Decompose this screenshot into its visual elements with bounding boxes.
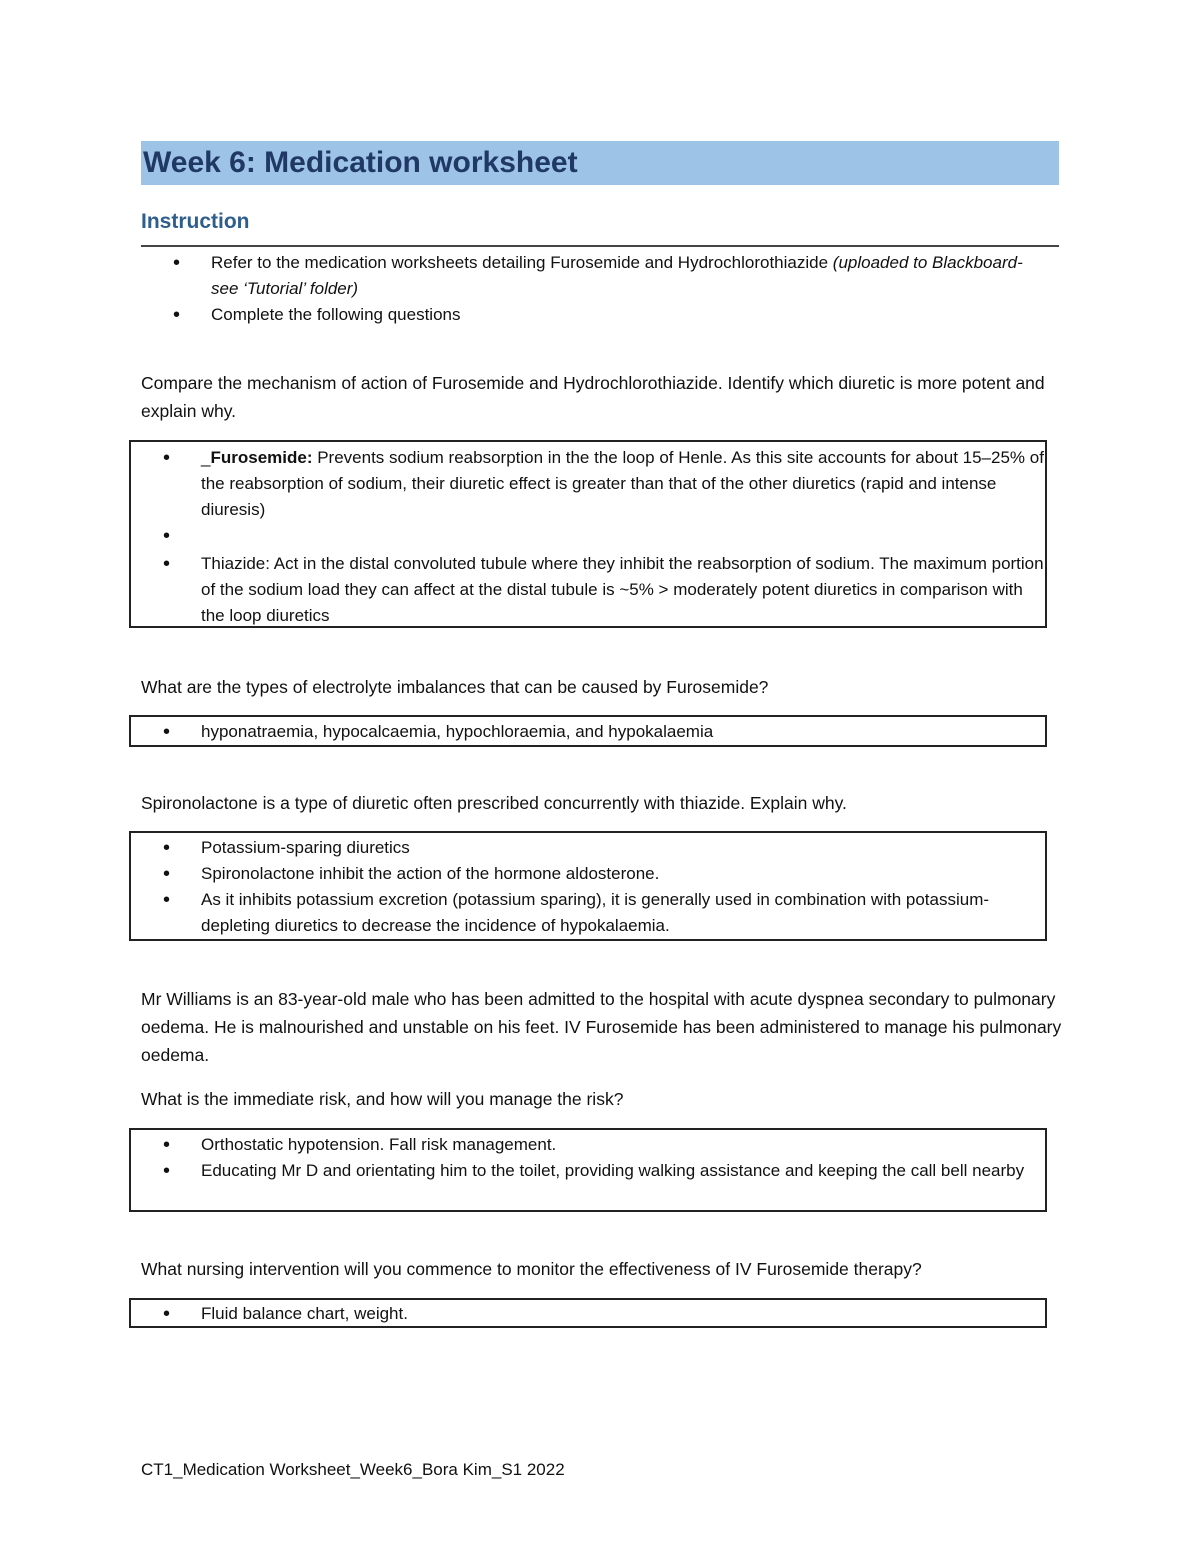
page-footer: CT1_Medication Worksheet_Week6_Bora Kim_S1 2022 bbox=[141, 1460, 565, 1479]
instruction-italic-note: (uploaded to Blackboard- see ‘Tutorial’ folder) bbox=[211, 253, 1023, 298]
instruction-text: Refer to the medication worksheets detailing Furosemide and Hydrochlorothiazide bbox=[211, 253, 833, 272]
answer-list-5 bbox=[131, 1300, 1045, 1327]
answer-box-1 bbox=[129, 440, 1047, 628]
answer-prefix: _ bbox=[201, 448, 211, 467]
page-title: Week 6: Medication worksheet bbox=[143, 146, 578, 179]
question-4: What is the immediate risk, and how will you manage the risk? bbox=[141, 1089, 624, 1109]
answer-item bbox=[131, 1158, 1045, 1184]
answer-box-2 bbox=[129, 715, 1047, 747]
scenario-text: Mr Williams is an 83-year-old male who has been admitted to the hospital with acute dyspnea secondary to pulmonary oedema. He is malnourished and unstable on his feet. IV Furosemide has been administered to manage his pulmonary oedema. bbox=[141, 989, 1062, 1065]
answer-text: hyponatraemia, hypocalcaemia, hypochloraemia, and hypokalaemia bbox=[201, 722, 714, 741]
answer-item bbox=[131, 1301, 1045, 1327]
instruction-list bbox=[141, 250, 1041, 328]
spacer bbox=[131, 523, 1045, 551]
answer-text: As it inhibits potassium excretion (potassium sparing), it is generally used in combination with potassium-depleting diuretics to decrease the incidence of hypokalaemia. bbox=[201, 890, 990, 935]
answer-bold-label: Furosemide: bbox=[210, 448, 313, 467]
answer-item bbox=[131, 887, 1045, 939]
answer-text: Spironolactone inhibit the action of the hormone aldosterone. bbox=[201, 864, 660, 883]
heading-rule bbox=[141, 245, 1059, 247]
answer-item bbox=[131, 551, 1045, 629]
answer-text: Fluid balance chart, weight. bbox=[201, 1304, 408, 1323]
answer-item bbox=[131, 861, 1045, 887]
answer-box-4 bbox=[129, 1128, 1047, 1212]
answer-text: Orthostatic hypotension. Fall risk management. bbox=[201, 1135, 557, 1154]
question-3: Spironolactone is a type of diuretic often prescribed concurrently with thiazide. Explain why. bbox=[141, 793, 847, 813]
answer-text: Potassium-sparing diuretics bbox=[201, 838, 410, 857]
question-1: Compare the mechanism of action of Furosemide and Hydrochlorothiazide. Identify which diuretic is more potent and explain why. bbox=[141, 373, 1045, 421]
instruction-item bbox=[141, 302, 1041, 328]
answer-list-3 bbox=[131, 833, 1045, 939]
answer-list-2 bbox=[131, 717, 1045, 745]
answer-text: Educating Mr D and orientating him to the toilet, providing walking assistance and keeping the call bell nearby bbox=[201, 1161, 1025, 1180]
answer-text: Prevents sodium reabsorption in the the loop of Henle. As this site accounts for about 15–25% of the reabsorption of sodium, their diuretic effect is greater than that of the other diuretics (rapid and intense diuresis) bbox=[201, 448, 1044, 519]
question-5: What nursing intervention will you commence to monitor the effectiveness of IV Furosemide therapy? bbox=[141, 1259, 922, 1279]
instruction-text: Complete the following questions bbox=[211, 305, 461, 324]
answer-text: Thiazide: Act in the distal convoluted tubule where they inhibit the reabsorption of sodium. The maximum portion of the sodium load they can affect at the distal tubule is ~5% > moderately potent diuretics in comparison with the loop diuretics bbox=[201, 554, 1044, 625]
answer-list-1 bbox=[131, 442, 1045, 629]
answer-box-3 bbox=[129, 831, 1047, 941]
question-2: What are the types of electrolyte imbalances that can be caused by Furosemide? bbox=[141, 677, 769, 697]
answer-item bbox=[131, 835, 1045, 861]
answer-item bbox=[131, 719, 1045, 745]
answer-item bbox=[131, 445, 1045, 523]
answer-box-5 bbox=[129, 1298, 1047, 1328]
answer-list-4 bbox=[131, 1130, 1045, 1184]
instruction-heading: Instruction bbox=[141, 210, 250, 233]
instruction-item bbox=[141, 250, 1041, 302]
answer-item bbox=[131, 1132, 1045, 1158]
